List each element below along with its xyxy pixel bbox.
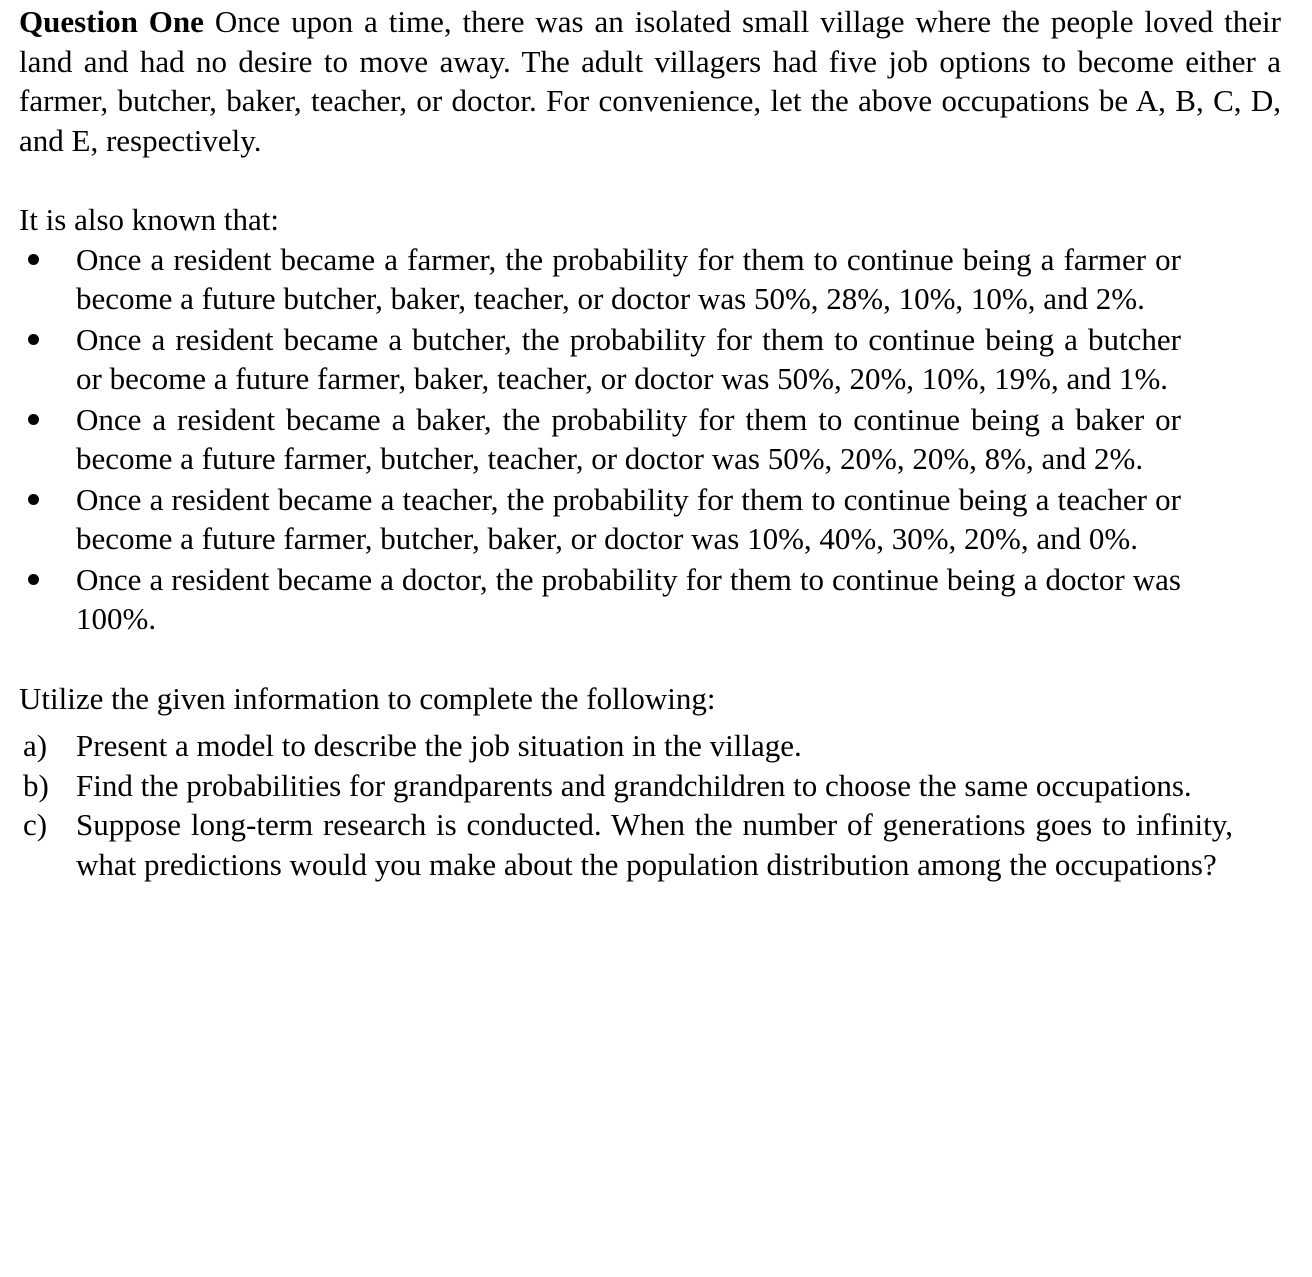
question-intro-text: Once upon a time, there was an isolated small village where the people loved their land and had no desire to move away. The adult villagers had five job options to become either a farmer, butcher, baker, teacher, or doctor. For convenience, let the above occupations be A, B, C, D, and E, respectively. [19, 4, 1281, 158]
fact-doctor [19, 560, 1181, 639]
bullet-icon [28, 334, 39, 345]
task-b [19, 766, 1233, 806]
fact-butcher [19, 320, 1181, 399]
fact-farmer [19, 240, 1181, 319]
fact-teacher [19, 480, 1181, 559]
question-heading: Question One [19, 4, 204, 39]
bullet-icon [28, 494, 39, 505]
fact-text: Once a resident became a teacher, the probability for them to continue being a teacher or become a future farmer, butcher, baker, or doctor was 10%, 40%, 30%, 20%, and 0%. [76, 481, 1181, 556]
tasks-lead: Utilize the given information to complete the following: [19, 680, 716, 716]
document-page [19, 2, 1281, 884]
task-text: Present a model to describe the job situation in the village. [76, 728, 802, 763]
bullet-icon [28, 254, 39, 265]
facts-list [19, 240, 1281, 639]
fact-text: Once a resident became a doctor, the probability for them to continue being a doctor was 100%. [76, 561, 1181, 636]
bullet-icon [28, 414, 39, 425]
fact-text: Once a resident became a butcher, the probability for them to continue being a butcher or become a future farmer, baker, teacher, or doctor was 50%, 20%, 10%, 19%, and 1%. [76, 321, 1181, 396]
fact-text: Once a resident became a farmer, the probability for them to continue being a farmer or become a future butcher, baker, teacher, or doctor was 50%, 28%, 10%, 10%, and 2%. [76, 241, 1181, 316]
task-marker: b) [23, 767, 49, 803]
task-marker: c) [23, 807, 48, 842]
fact-text: Once a resident became a baker, the probability for them to continue being a baker or become a future farmer, butcher, teacher, or doctor was 50%, 20%, 20%, 8%, and 2%. [76, 401, 1181, 476]
tasks-list [19, 726, 1281, 884]
task-text: Find the probabilities for grandparents and grandchildren to choose the same occupations. [76, 767, 1192, 803]
fact-baker [19, 400, 1181, 479]
known-lead: It is also known that: [19, 202, 280, 237]
task-marker: a) [23, 728, 48, 763]
task-a [19, 726, 1233, 766]
task-text: Suppose long-term research is conducted. When the number of generations goes to infinity, what predictions would you make about the population distribution among the occupations? [76, 807, 1233, 882]
task-c [19, 805, 1233, 884]
question-intro [19, 2, 1281, 160]
bullet-icon [28, 574, 39, 585]
